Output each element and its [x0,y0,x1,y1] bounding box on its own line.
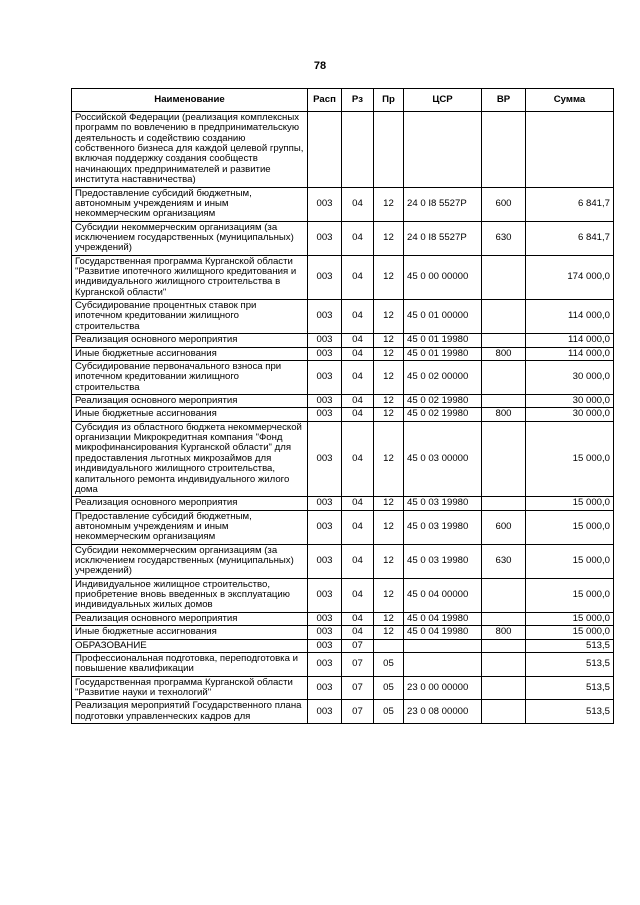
cell-sum: 15 000,0 [526,421,614,497]
cell-sum: 6 841,7 [526,221,614,255]
cell-sum: 30 000,0 [526,360,614,394]
table-row [72,421,614,497]
cell-name: Предоставление субсидий бюджетным, автономным учреждениям и иным некоммерческим организациям [72,510,308,544]
cell-sum: 114 000,0 [526,347,614,360]
table-row [72,544,614,578]
cell-sum: 513,5 [526,639,614,652]
cell-name: Иные бюджетные ассигнования [72,626,308,639]
cell-rasp: 003 [308,497,342,510]
cell-pr: 12 [374,421,404,497]
cell-pr: 12 [374,360,404,394]
cell-rasp: 003 [308,408,342,421]
header-vr: ВР [482,89,526,112]
cell-csr: 45 0 04 19980 [404,626,482,639]
cell-rz: 04 [342,187,374,221]
cell-name: Субсидирование процентных ставок при ипотечном кредитовании жилищного строительства [72,300,308,334]
cell-pr: 12 [374,221,404,255]
cell-sum: 15 000,0 [526,510,614,544]
table-body [72,112,614,724]
cell-vr [482,360,526,394]
cell-rz: 04 [342,626,374,639]
cell-name: Индивидуальное жилищное строительство, приобретение вновь введенных в эксплуатацию индивидуальных жилых домов [72,578,308,612]
cell-sum: 513,5 [526,700,614,724]
cell-sum: 6 841,7 [526,187,614,221]
cell-rasp: 003 [308,300,342,334]
table-row [72,408,614,421]
cell-pr: 12 [374,187,404,221]
cell-sum: 174 000,0 [526,255,614,299]
cell-name: ОБРАЗОВАНИЕ [72,639,308,652]
table-row [72,578,614,612]
cell-name: Субсидия из областного бюджета некоммерческой организации Микрокредитная компания "Фонд микрофинансирования Курганской области" для предоставления льготных микрозаймов для индивидуального жилищного строительства, капитального ремонта индивидуального жилого дома [72,421,308,497]
cell-rz: 07 [342,700,374,724]
cell-rasp: 003 [308,700,342,724]
cell-rz: 04 [342,510,374,544]
cell-csr: 45 0 02 19980 [404,394,482,407]
cell-csr: 45 0 03 19980 [404,497,482,510]
header-rasp: Расп [308,89,342,112]
cell-pr: 12 [374,578,404,612]
cell-sum: 15 000,0 [526,612,614,625]
cell-rasp: 003 [308,187,342,221]
header-sum: Сумма [526,89,614,112]
header-pr: Пр [374,89,404,112]
cell-rz: 04 [342,347,374,360]
table-row [72,360,614,394]
cell-name: Реализация основного мероприятия [72,612,308,625]
cell-rz: 04 [342,497,374,510]
cell-vr: 630 [482,544,526,578]
page-number: 78 [313,60,327,72]
cell-name: Субсидии некоммерческим организациям (за исключением государственных (муниципальных) учреждений) [72,221,308,255]
cell-rasp: 003 [308,421,342,497]
cell-vr: 800 [482,347,526,360]
cell-pr: 12 [374,347,404,360]
cell-csr: 45 0 04 00000 [404,578,482,612]
cell-csr: 24 0 I8 5527P [404,221,482,255]
cell-rasp [308,112,342,188]
table-row [72,300,614,334]
table-row [72,652,614,676]
cell-rz: 07 [342,676,374,700]
cell-rasp: 003 [308,676,342,700]
cell-rz: 04 [342,421,374,497]
cell-name: Субсидии некоммерческим организациям (за исключением государственных (муниципальных) учреждений) [72,544,308,578]
cell-vr [482,578,526,612]
cell-csr: 24 0 I8 5527P [404,187,482,221]
cell-sum: 114 000,0 [526,334,614,347]
cell-rasp: 003 [308,626,342,639]
header-csr: ЦСР [404,89,482,112]
table-row [72,497,614,510]
header-name: Наименование [72,89,308,112]
header-rz: Рз [342,89,374,112]
cell-pr: 12 [374,334,404,347]
table-row [72,639,614,652]
cell-pr: 05 [374,700,404,724]
cell-pr: 12 [374,394,404,407]
cell-csr: 45 0 01 19980 [404,334,482,347]
cell-vr [482,700,526,724]
cell-pr: 12 [374,408,404,421]
cell-rasp: 003 [308,652,342,676]
table-row [72,626,614,639]
cell-sum: 15 000,0 [526,497,614,510]
cell-rz: 04 [342,408,374,421]
cell-vr [482,300,526,334]
table-row [72,187,614,221]
cell-csr [404,112,482,188]
cell-vr: 800 [482,626,526,639]
cell-name: Реализация мероприятий Государственного плана подготовки управленческих кадров для [72,700,308,724]
cell-vr [482,255,526,299]
cell-rz: 04 [342,612,374,625]
cell-vr [482,497,526,510]
cell-sum: 15 000,0 [526,544,614,578]
cell-vr [482,612,526,625]
cell-csr: 45 0 00 00000 [404,255,482,299]
cell-rz: 04 [342,578,374,612]
cell-csr: 23 0 08 00000 [404,700,482,724]
cell-vr: 600 [482,510,526,544]
cell-pr: 12 [374,255,404,299]
cell-vr: 600 [482,187,526,221]
cell-rz: 07 [342,652,374,676]
table-row [72,255,614,299]
cell-csr: 45 0 02 00000 [404,360,482,394]
table-row [72,612,614,625]
cell-pr: 12 [374,544,404,578]
cell-rz [342,112,374,188]
cell-name: Иные бюджетные ассигнования [72,408,308,421]
cell-csr: 23 0 00 00000 [404,676,482,700]
cell-csr: 45 0 03 19980 [404,510,482,544]
cell-rasp: 003 [308,544,342,578]
cell-rasp: 003 [308,334,342,347]
cell-vr [482,334,526,347]
cell-rasp: 003 [308,639,342,652]
cell-csr: 45 0 01 00000 [404,300,482,334]
cell-vr [482,639,526,652]
cell-rasp: 003 [308,394,342,407]
cell-rz: 04 [342,544,374,578]
table-row [72,221,614,255]
cell-rz: 04 [342,255,374,299]
cell-pr: 05 [374,652,404,676]
table-row [72,700,614,724]
cell-name: Реализация основного мероприятия [72,497,308,510]
cell-pr: 12 [374,612,404,625]
cell-vr: 630 [482,221,526,255]
cell-sum: 114 000,0 [526,300,614,334]
cell-rz: 04 [342,334,374,347]
cell-sum: 513,5 [526,652,614,676]
cell-rz: 04 [342,221,374,255]
cell-rz: 04 [342,300,374,334]
cell-rasp: 003 [308,510,342,544]
cell-sum [526,112,614,188]
cell-name: Государственная программа Курганской области "Развитие ипотечного жилищного кредитования и индивидуального жилищного строительства в Курганской области" [72,255,308,299]
cell-rasp: 003 [308,612,342,625]
cell-vr [482,421,526,497]
cell-sum: 30 000,0 [526,408,614,421]
cell-rasp: 003 [308,347,342,360]
cell-csr [404,652,482,676]
cell-pr: 12 [374,497,404,510]
table-row [72,510,614,544]
cell-rz: 07 [342,639,374,652]
table-row [72,112,614,188]
cell-name: Иные бюджетные ассигнования [72,347,308,360]
cell-pr [374,639,404,652]
cell-sum: 30 000,0 [526,394,614,407]
cell-pr: 05 [374,676,404,700]
cell-rasp: 003 [308,578,342,612]
cell-vr: 800 [482,408,526,421]
cell-sum: 15 000,0 [526,578,614,612]
table-row [72,394,614,407]
cell-sum: 15 000,0 [526,626,614,639]
cell-pr: 12 [374,510,404,544]
cell-rz: 04 [342,394,374,407]
cell-vr [482,112,526,188]
cell-rasp: 003 [308,255,342,299]
table-header-row [72,89,614,112]
cell-csr: 45 0 02 19980 [404,408,482,421]
cell-name: Реализация основного мероприятия [72,334,308,347]
cell-name: Реализация основного мероприятия [72,394,308,407]
cell-name: Российской Федерации (реализация комплексных программ по вовлечению в предпринимательскую деятельность и содействию созданию собственного бизнеса для каждой целевой группы, включая поддержку создания сообществ начинающих предпринимателей и развитие института наставничества) [72,112,308,188]
cell-vr [482,652,526,676]
cell-csr: 45 0 04 19980 [404,612,482,625]
cell-csr: 45 0 03 19980 [404,544,482,578]
table-row [72,334,614,347]
cell-pr: 12 [374,300,404,334]
table-row [72,676,614,700]
cell-name: Государственная программа Курганской области "Развитие науки и технологий" [72,676,308,700]
cell-sum: 513,5 [526,676,614,700]
cell-csr: 45 0 01 19980 [404,347,482,360]
cell-name: Субсидирование первоначального взноса при ипотечном кредитовании жилищного строительства [72,360,308,394]
cell-name: Предоставление субсидий бюджетным, автономным учреждениям и иным некоммерческим организациям [72,187,308,221]
cell-rz: 04 [342,360,374,394]
cell-vr [482,676,526,700]
table-row [72,347,614,360]
budget-table [71,88,614,724]
cell-pr [374,112,404,188]
cell-rasp: 003 [308,221,342,255]
cell-csr: 45 0 03 00000 [404,421,482,497]
cell-pr: 12 [374,626,404,639]
cell-rasp: 003 [308,360,342,394]
cell-csr [404,639,482,652]
cell-vr [482,394,526,407]
cell-name: Профессиональная подготовка, переподготовка и повышение квалификации [72,652,308,676]
